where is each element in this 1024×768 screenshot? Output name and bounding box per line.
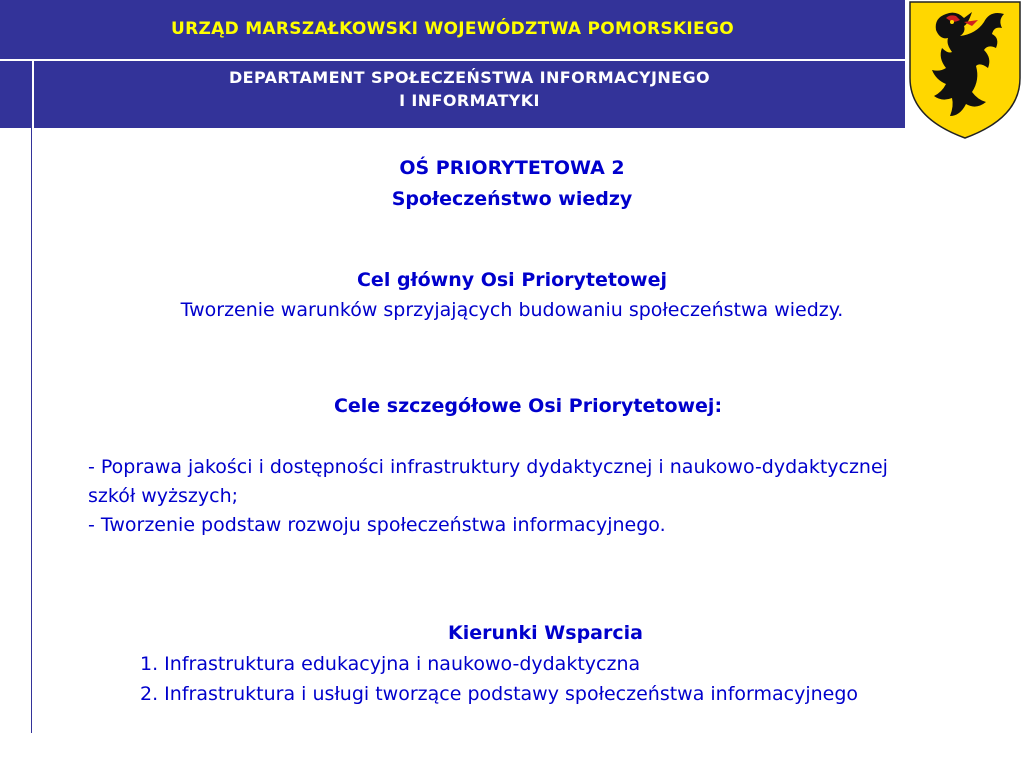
list-item: - Tworzenie podstaw rozwoju społeczeństwa informacyjnego. — [88, 514, 666, 536]
support-directions-list — [140, 649, 1020, 709]
main-goal-text: Tworzenie warunków sprzyjających budowaniu społeczeństwa wiedzy. — [180, 299, 844, 321]
header-divider — [0, 59, 905, 61]
priority-axis-block — [0, 153, 1024, 215]
pomeranian-griffin-crest-icon — [906, 0, 1024, 140]
list-item: 2. Infrastruktura i usługi tworzące podstawy społeczeństwa informacyjnego — [140, 683, 859, 705]
department-line-2: I INFORMATYKI — [399, 91, 540, 110]
organization-title: URZĄD MARSZAŁKOWSKI WOJEWÓDZTWA POMORSKIEGO — [171, 19, 734, 39]
priority-axis-title: OŚ PRIORYTETOWA 2 — [399, 157, 625, 179]
left-vertical-rule — [31, 128, 32, 733]
main-goal-heading: Cel główny Osi Priorytetowej — [356, 269, 667, 291]
header-top-row — [0, 0, 905, 58]
priority-axis-subtitle: Społeczeństwo wiedzy — [391, 188, 633, 210]
header-banner — [0, 0, 905, 128]
list-item: 1. Infrastruktura edukacyjna i naukowo-dydaktyczna — [140, 653, 641, 675]
specific-goals-list — [88, 453, 918, 540]
department-name — [34, 66, 905, 112]
support-directions-heading: Kierunki Wsparcia — [448, 622, 643, 644]
department-line-1: DEPARTAMENT SPOŁECZEŃSTWA INFORMACYJNEGO — [228, 68, 711, 87]
specific-goals-heading: Cele szczegółowe Osi Priorytetowej: — [333, 395, 723, 417]
list-item: - Poprawa jakości i dostępności infrastruktury dydaktycznej i naukowo-dydaktycznej szkół wyższych; — [88, 456, 888, 507]
